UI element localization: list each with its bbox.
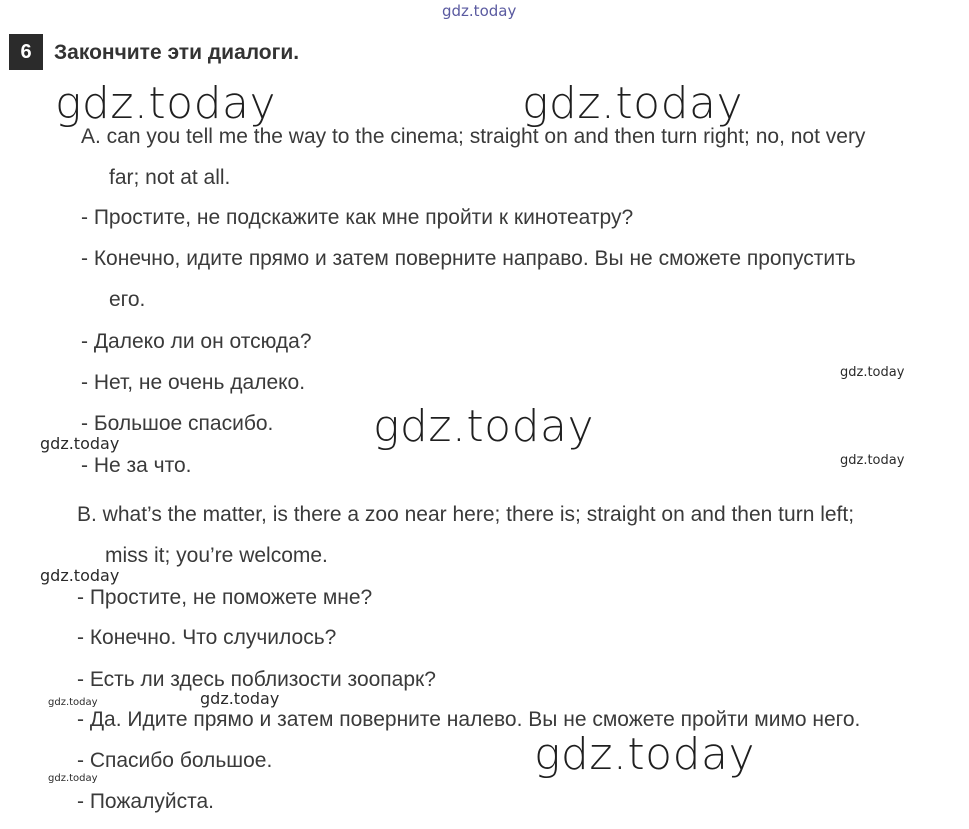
watermark-large-1: gdz.today [55, 78, 277, 129]
watermark-top: gdz.today [442, 2, 517, 20]
dialogue-a-line: - Далеко ли он отсюда? [81, 330, 312, 353]
dialogue-b-line: - Простите, не поможете мне? [77, 586, 373, 609]
dialogue-a-line: - Не за что. [81, 454, 192, 477]
dialogue-a-prompt-line1: A. can you tell me the way to the cinema; straight on and then turn right; no, not very [81, 125, 866, 148]
watermark-small-1: gdz.today [840, 365, 905, 380]
dialogue-b-line: - Спасибо большое. [77, 749, 273, 772]
exercise-number-badge: 6 [9, 34, 43, 70]
dialogue-a-prompt-line2: far; not at all. [109, 166, 231, 189]
watermark-small-2: gdz.today [840, 453, 905, 468]
dialogue-a-line: - Большое спасибо. [81, 412, 274, 435]
watermark-medium-1: gdz.today [40, 434, 120, 453]
dialogue-a-line: - Простите, не подскажите как мне пройти к кинотеатру? [81, 206, 634, 229]
dialogue-a-line: - Нет, не очень далеко. [81, 371, 306, 394]
watermark-medium-3: gdz.today [200, 689, 280, 708]
dialogue-b-line: - Есть ли здесь поблизости зоопарк? [77, 668, 436, 691]
dialogue-b-line: - Да. Идите прямо и затем поверните налево. Вы не сможете пройти мимо него. [77, 708, 861, 731]
watermark-large-2: gdz.today [522, 78, 744, 129]
exercise-title: Закончите эти диалоги. [54, 41, 300, 64]
watermark-large-3: gdz.today [373, 401, 595, 452]
dialogue-b-line: - Пожалуйста. [77, 790, 214, 813]
watermark-tiny-1: gdz.today [48, 697, 98, 708]
watermark-large-4: gdz.today [534, 729, 756, 780]
watermark-medium-2: gdz.today [40, 566, 120, 585]
dialogue-b-line: - Конечно. Что случилось? [77, 626, 337, 649]
dialogue-b-prompt-line2: miss it; you’re welcome. [105, 544, 328, 567]
watermark-tiny-2: gdz.today [48, 773, 98, 784]
dialogue-a-line: - Конечно, идите прямо и затем поверните направо. Вы не сможете пропустить [81, 247, 856, 270]
dialogue-b-prompt-line1: B. what’s the matter, is there a zoo near here; there is; straight on and then turn left; [77, 503, 855, 526]
dialogue-a-line: его. [109, 288, 146, 311]
